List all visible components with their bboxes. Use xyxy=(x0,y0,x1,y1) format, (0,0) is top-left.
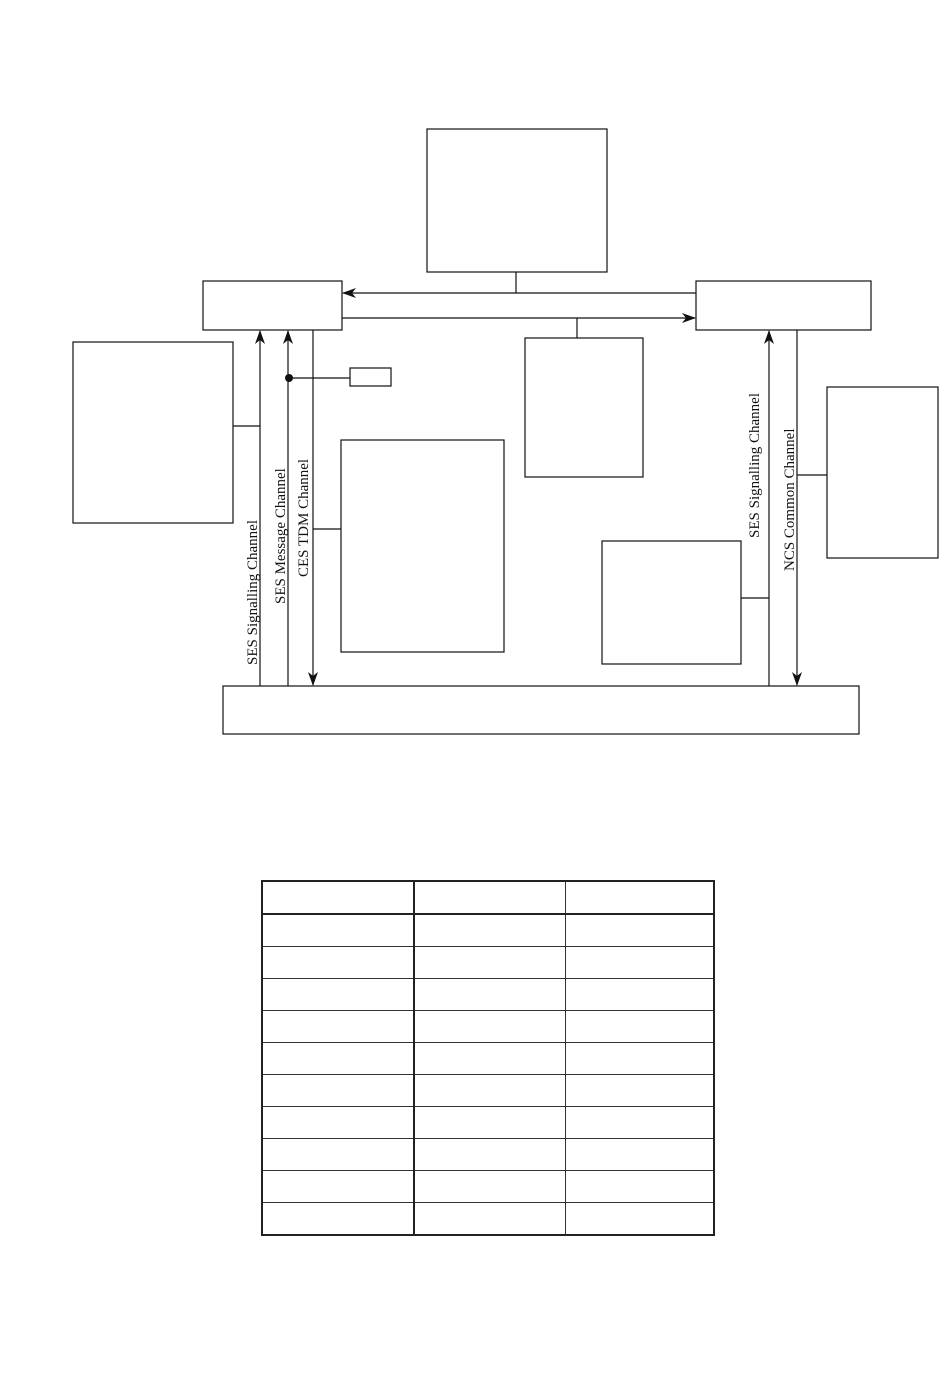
table-cell xyxy=(566,1011,715,1043)
left-upper-box xyxy=(203,281,342,330)
table-cell xyxy=(262,1139,414,1171)
table-cell xyxy=(262,1203,414,1236)
table-cell xyxy=(566,1203,715,1236)
table-cell xyxy=(414,1043,566,1075)
top-center-box xyxy=(427,129,607,272)
table-cell xyxy=(566,1171,715,1203)
label-left-message: SES Message Channel xyxy=(273,468,289,604)
table-cell xyxy=(414,881,566,914)
table-cell xyxy=(262,914,414,947)
center-box xyxy=(525,338,643,477)
table-cell xyxy=(566,1107,715,1139)
empty-table xyxy=(261,880,715,1236)
junction-dot xyxy=(285,374,293,382)
table-row xyxy=(262,1043,714,1075)
table-row xyxy=(262,979,714,1011)
table-cell xyxy=(262,979,414,1011)
table-row xyxy=(262,1075,714,1107)
far-right-box xyxy=(827,387,938,558)
table-row xyxy=(262,881,714,914)
table-cell xyxy=(414,1203,566,1236)
table-row xyxy=(262,947,714,979)
table-row xyxy=(262,1171,714,1203)
table-row xyxy=(262,914,714,947)
table-cell xyxy=(414,1171,566,1203)
label-ncs-common: NCS Common Channel xyxy=(782,428,798,571)
right-upper-box xyxy=(696,281,871,330)
table-cell xyxy=(262,1011,414,1043)
table-cell xyxy=(262,1043,414,1075)
table-cell xyxy=(262,1075,414,1107)
small-tag-box xyxy=(350,368,391,386)
table-row xyxy=(262,1203,714,1236)
table-cell xyxy=(566,1075,715,1107)
ces-box xyxy=(341,440,504,652)
label-left-signalling: SES Signalling Channel xyxy=(245,519,261,665)
table-row xyxy=(262,1139,714,1171)
table-row xyxy=(262,1107,714,1139)
table-cell xyxy=(414,1139,566,1171)
table-cell xyxy=(414,1107,566,1139)
table-cell xyxy=(566,1043,715,1075)
table-cell xyxy=(262,881,414,914)
table-cell xyxy=(566,881,715,914)
table-cell xyxy=(566,914,715,947)
table-cell xyxy=(262,1107,414,1139)
table-cell xyxy=(414,1011,566,1043)
table-cell xyxy=(566,947,715,979)
table-cell xyxy=(262,1171,414,1203)
label-right-signalling: SES Signalling Channel xyxy=(747,392,763,538)
table-cell xyxy=(262,947,414,979)
table-cell xyxy=(414,979,566,1011)
table-cell xyxy=(566,1139,715,1171)
table-cell xyxy=(566,979,715,1011)
bottom-bus-box xyxy=(223,686,859,734)
table-cell xyxy=(414,1075,566,1107)
table-row xyxy=(262,1011,714,1043)
label-ces-tdm: CES TDM Channel xyxy=(296,458,312,577)
far-left-box xyxy=(73,342,233,523)
table-cell xyxy=(414,914,566,947)
table-cell xyxy=(414,947,566,979)
right-lower-box xyxy=(602,541,741,664)
